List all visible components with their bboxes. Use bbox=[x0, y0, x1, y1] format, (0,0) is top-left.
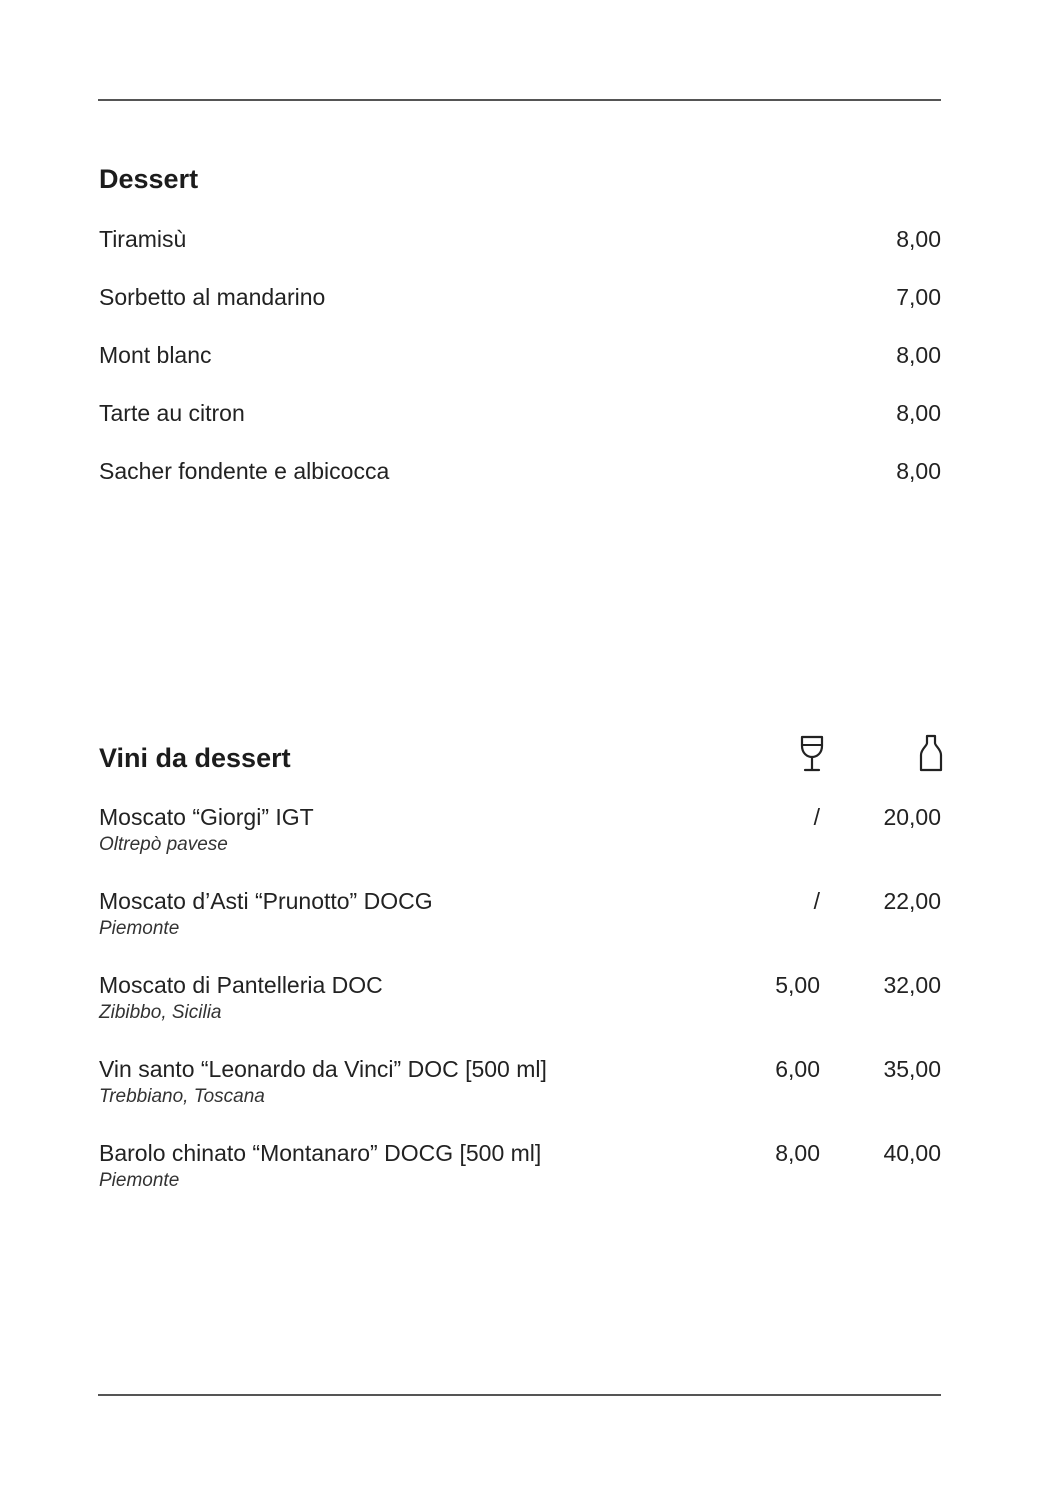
wine-item bbox=[99, 970, 941, 1054]
dessert-item bbox=[99, 282, 941, 340]
dessert-item-name: Tiramisù bbox=[99, 226, 187, 252]
wine-item bbox=[99, 1138, 941, 1222]
wine-item-glass-price: / bbox=[813, 804, 820, 830]
wine-item-glass-price: 5,00 bbox=[775, 972, 820, 998]
dessert-wines-list bbox=[99, 802, 941, 1222]
wine-item-glass-price: / bbox=[813, 888, 820, 914]
wine-item-name: Moscato d’Asti “Prunotto” DOCG bbox=[99, 888, 433, 914]
wine-item-name: Moscato “Giorgi” IGT bbox=[99, 804, 314, 830]
wine-item-bottle-price: 20,00 bbox=[883, 804, 941, 830]
dessert-item-name: Sorbetto al mandarino bbox=[99, 284, 326, 310]
wine-item bbox=[99, 886, 941, 970]
wine-item bbox=[99, 802, 941, 886]
top-divider bbox=[98, 99, 941, 101]
wine-item-bottle-price: 32,00 bbox=[883, 972, 941, 998]
dessert-item-price: 8,00 bbox=[896, 226, 941, 252]
dessert-item-price: 8,00 bbox=[896, 400, 941, 426]
wine-item-origin: Oltrepò pavese bbox=[99, 834, 228, 855]
dessert-item bbox=[99, 340, 941, 398]
dessert-item bbox=[99, 224, 941, 282]
dessert-item-price: 7,00 bbox=[896, 284, 941, 310]
dessert-item-name: Tarte au citron bbox=[99, 400, 245, 426]
wine-glass-icon bbox=[797, 734, 827, 774]
wine-item-name: Vin santo “Leonardo da Vinci” DOC [500 ml] bbox=[99, 1056, 547, 1082]
dessert-section-title: Dessert bbox=[99, 164, 199, 194]
wine-item-origin: Trebbiano, Toscana bbox=[99, 1086, 265, 1107]
dessert-list bbox=[99, 224, 941, 514]
wine-item-name: Barolo chinato “Montanaro” DOCG [500 ml] bbox=[99, 1140, 542, 1166]
dessert-item bbox=[99, 398, 941, 456]
wine-item-bottle-price: 22,00 bbox=[883, 888, 941, 914]
wine-item-name: Moscato di Pantelleria DOC bbox=[99, 972, 383, 998]
wine-item-origin: Piemonte bbox=[99, 1170, 180, 1191]
wine-item-glass-price: 8,00 bbox=[775, 1140, 820, 1166]
bottom-divider bbox=[98, 1394, 941, 1396]
wine-item-origin: Piemonte bbox=[99, 918, 180, 939]
dessert-item-price: 8,00 bbox=[896, 342, 941, 368]
wine-item bbox=[99, 1054, 941, 1138]
dessert-wines-section-title: Vini da dessert bbox=[99, 743, 291, 773]
wine-item-bottle-price: 40,00 bbox=[883, 1140, 941, 1166]
wine-item-bottle-price: 35,00 bbox=[883, 1056, 941, 1082]
dessert-item-name: Mont blanc bbox=[99, 342, 212, 368]
dessert-item-name: Sacher fondente e albicocca bbox=[99, 458, 390, 484]
wine-item-origin: Zibibbo, Sicilia bbox=[99, 1002, 222, 1023]
dessert-item bbox=[99, 456, 941, 514]
wine-item-glass-price: 6,00 bbox=[775, 1056, 820, 1082]
wine-bottle-icon bbox=[916, 734, 946, 774]
dessert-item-price: 8,00 bbox=[896, 458, 941, 484]
